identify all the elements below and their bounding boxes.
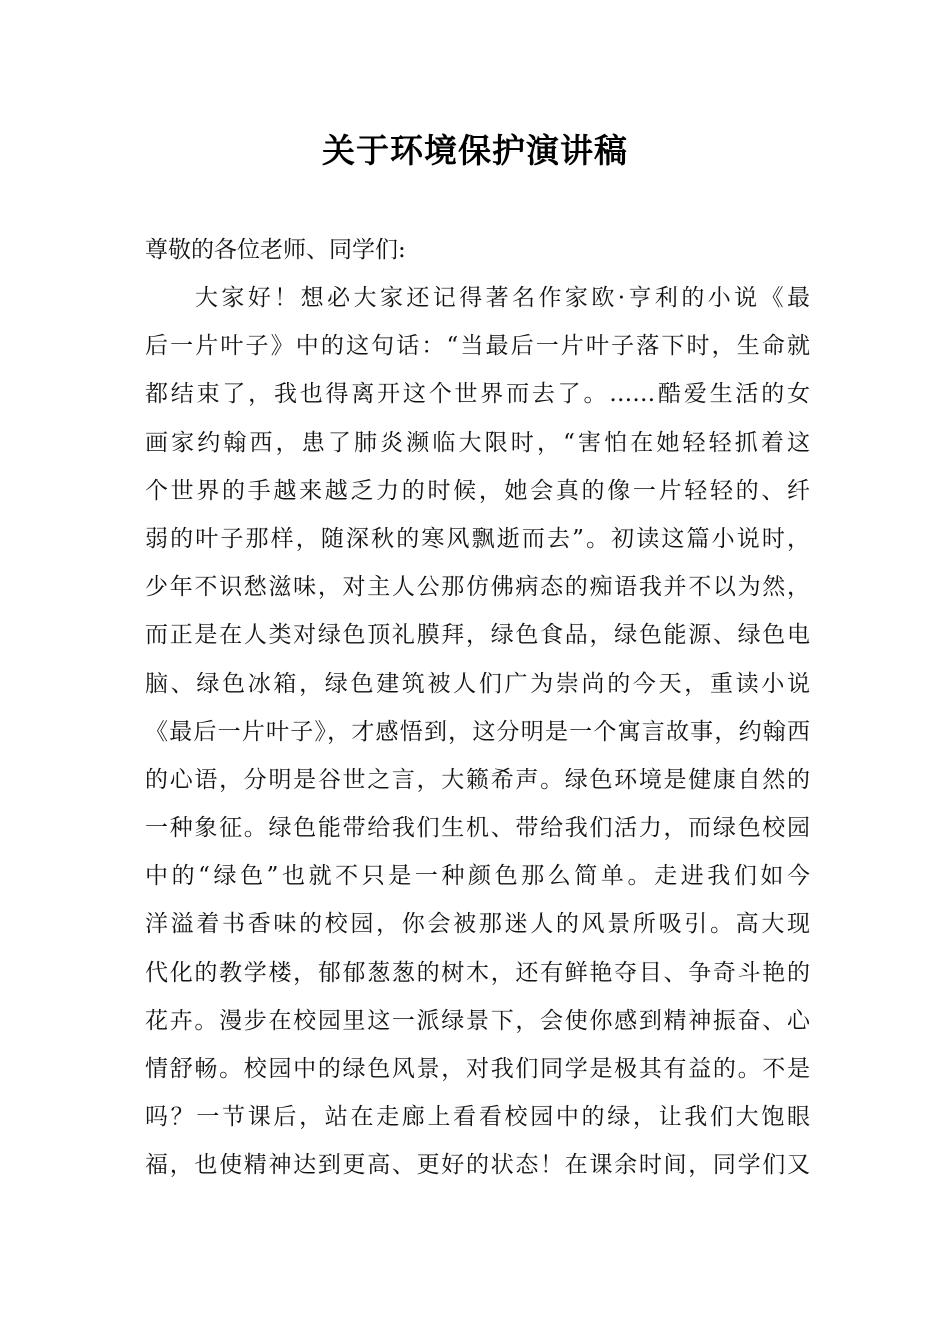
paragraph-line: 吗？一节课后，站在走廊上看看校园中的绿，让我们大饱眼 [145, 1104, 810, 1131]
paragraph-line: 弱的叶子那样，随深秋的寒风飘逝而去”。初读这篇小说时， [145, 525, 810, 552]
paragraph-line: 都结束了，我也得离开这个世界而去了。……酷爱生活的女 [145, 381, 810, 408]
paragraph-line: 而正是在人类对绿色顶礼膜拜，绿色食品，绿色能源、绿色电 [145, 622, 810, 649]
paragraph-line: 画家约翰西，患了肺炎濒临大限时，“害怕在她轻轻抓着这 [145, 429, 810, 456]
paragraph-line: 少年不识愁滋味，对主人公那仿佛病态的痴语我并不以为然， [145, 574, 810, 601]
paragraph-line: 福，也使精神达到更高、更好的状态！在课余时间，同学们又 [145, 1152, 810, 1179]
paragraph-line: 情舒畅。校园中的绿色风景，对我们同学是极其有益的。不是 [145, 1056, 810, 1082]
paragraph-line: 大家好！想必大家还记得著名作家欧·亨利的小说《最 [195, 285, 810, 311]
paragraph-line: 代化的教学楼，郁郁葱葱的树木，还有鲜艳夺目、争奇斗艳的 [145, 959, 810, 986]
paragraph-line: 洋溢着书香味的校园，你会被那迷人的风景所吸引。高大现 [145, 911, 810, 938]
paragraph-line: 《最后一片叶子》，才感悟到，这分明是一个寓言故事，约翰西 [145, 718, 810, 745]
paragraph-line: 脑、绿色冰箱，绿色建筑被人们广为崇尚的今天，重读小说 [145, 670, 810, 697]
paragraph-line: 个世界的手越来越乏力的时候，她会真的像一片轻轻的、纤 [145, 477, 810, 504]
paragraph-line: 一种象征。绿色能带给我们生机、带给我们活力，而绿色校园 [145, 815, 810, 842]
paragraph-line: 中的“绿色”也就不只是一种颜色那么简单。走进我们如今 [145, 863, 810, 890]
speech-paragraph [145, 274, 810, 1190]
speech-body [145, 226, 810, 1190]
salutation: 尊敬的各位老师、同学们: [145, 237, 406, 263]
paragraph-line: 后一片叶子》中的这句话：“当最后一片叶子落下时，生命就 [145, 333, 810, 360]
paragraph-line: 花卉。漫步在校园里这一派绿景下，会使你感到精神振奋、心 [145, 1007, 810, 1034]
paragraph-line: 的心语，分明是谷世之言，大籁希声。绿色环境是健康自然的 [145, 766, 810, 793]
page-title: 关于环境保护演讲稿 [322, 131, 628, 170]
